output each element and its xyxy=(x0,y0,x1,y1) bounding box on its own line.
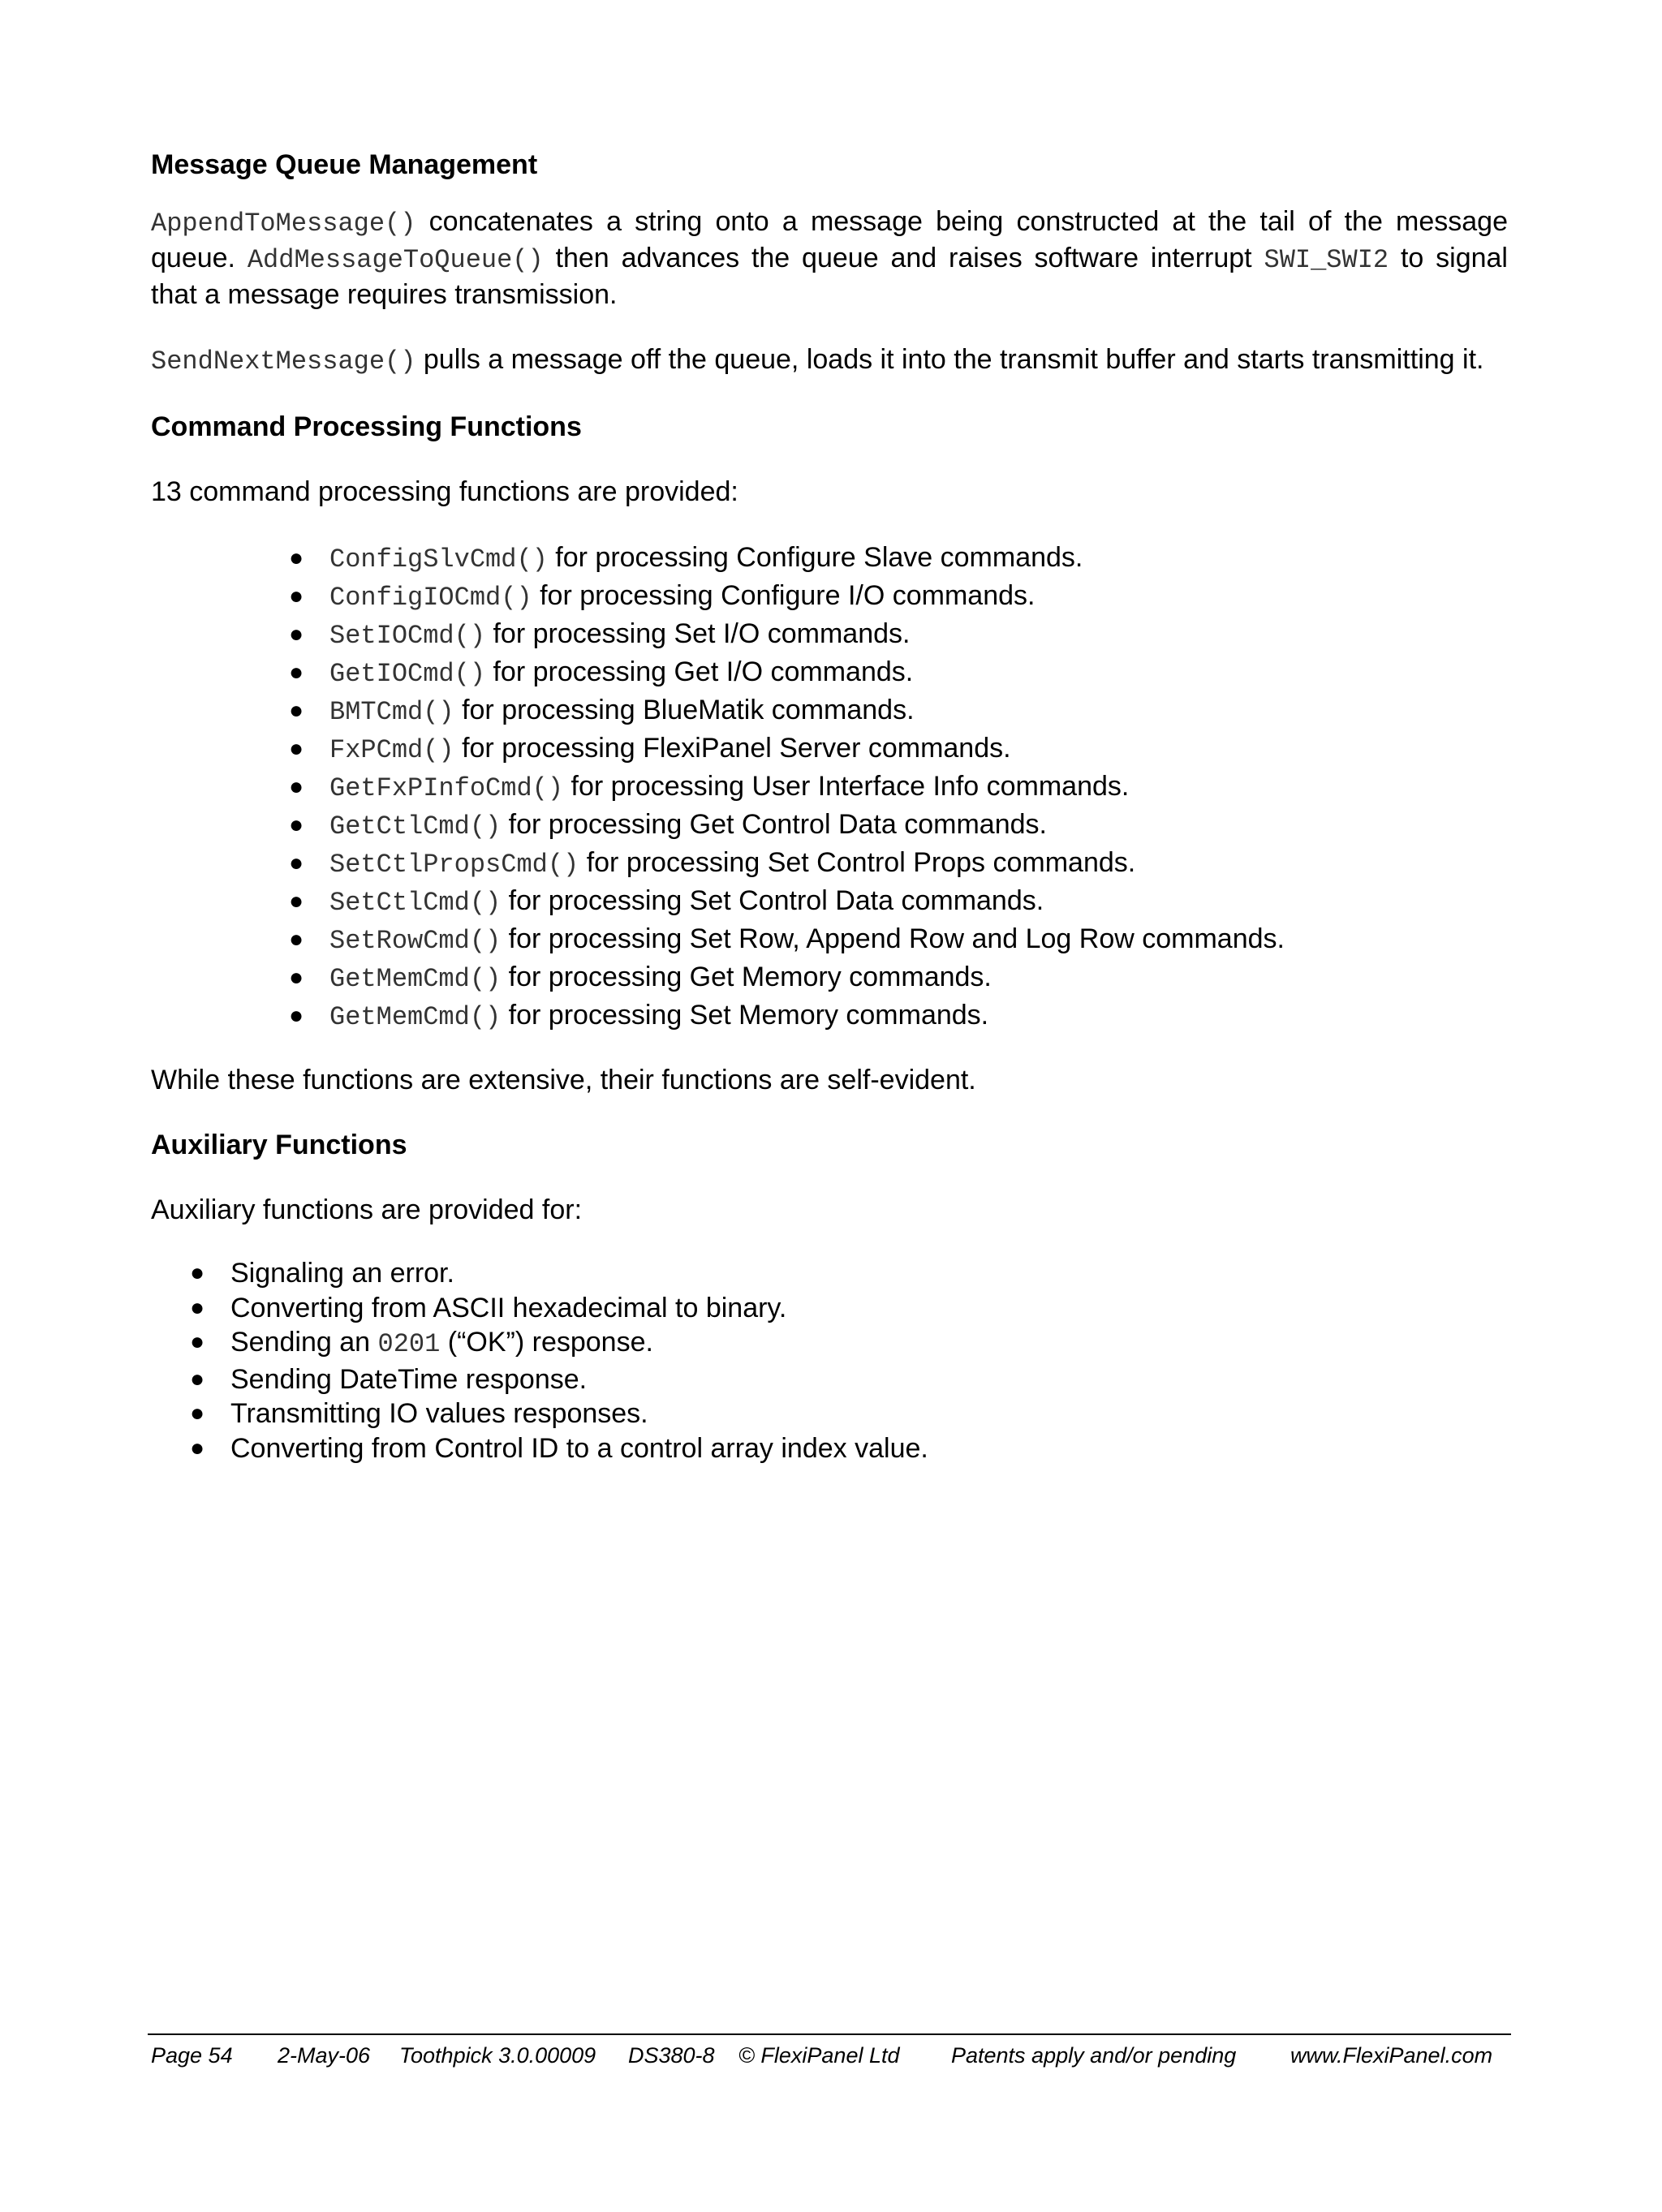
list-item xyxy=(190,1396,1508,1431)
list-item xyxy=(289,654,1508,692)
function-name: GetMemCmd() xyxy=(329,964,502,994)
function-name: GetCtlCmd() xyxy=(329,811,502,841)
list-item xyxy=(289,845,1508,883)
function-description: for processing BlueMatik commands. xyxy=(454,695,915,725)
item-text: Sending DateTime response. xyxy=(230,1363,588,1395)
list-item xyxy=(289,768,1508,807)
bullet-icon: ● xyxy=(289,621,304,648)
bullet-icon: ● xyxy=(289,659,304,686)
bullet-icon: ● xyxy=(190,1400,205,1427)
function-name: SetCtlCmd() xyxy=(329,888,502,918)
footer-patents: Patents apply and/or pending xyxy=(951,2043,1237,2068)
function-name: FxPCmd() xyxy=(329,735,454,765)
bullet-icon: ● xyxy=(289,544,304,571)
list-item xyxy=(190,1325,1508,1362)
function-name: GetIOCmd() xyxy=(329,659,486,689)
code-add-message-to-queue: AddMessageToQueue() xyxy=(247,245,544,275)
bullet-icon: ● xyxy=(289,850,304,876)
function-description: for processing Configure I/O commands. xyxy=(532,580,1036,611)
paragraph-send-next-message: SendNextMessage() pulls a message off the queue, loads it into the transmit buffer and starts transmitting it. xyxy=(151,344,1484,377)
bullet-icon: ● xyxy=(289,1002,304,1029)
item-code: 0201 xyxy=(377,1329,441,1359)
function-description: for processing Configure Slave commands. xyxy=(547,542,1083,573)
function-description: for processing FlexiPanel Server commands. xyxy=(454,733,1011,764)
function-name: BMTCmd() xyxy=(329,697,454,727)
footer-website: www.FlexiPanel.com xyxy=(1290,2043,1493,2068)
function-description: for processing Get I/O commands. xyxy=(485,656,914,687)
bullet-icon: ● xyxy=(289,735,304,762)
page-content xyxy=(151,148,1508,1465)
function-name: GetFxPInfoCmd() xyxy=(329,773,564,803)
list-item xyxy=(289,959,1508,997)
footer-divider xyxy=(148,2033,1511,2035)
list-item xyxy=(190,1431,1508,1466)
list-item xyxy=(190,1256,1508,1291)
function-name: GetMemCmd() xyxy=(329,1002,502,1032)
list-item xyxy=(289,540,1508,578)
heading-auxiliary-functions: Auxiliary Functions xyxy=(151,1130,407,1160)
bullet-icon: ● xyxy=(190,1365,205,1392)
bullet-icon: ● xyxy=(289,583,304,609)
list-item xyxy=(190,1291,1508,1326)
auxiliary-intro: Auxiliary functions are provided for: xyxy=(151,1194,583,1225)
command-function-list xyxy=(289,540,1508,1035)
heading-command-processing: Command Processing Functions xyxy=(151,411,582,442)
footer-doc-id: DS380-8 xyxy=(628,2043,715,2068)
item-text: Converting from ASCII hexadecimal to binary. xyxy=(230,1292,787,1323)
code-swi-swi2: SWI_SWI2 xyxy=(1264,245,1389,275)
footer-product: Toothpick 3.0.00009 xyxy=(399,2043,596,2068)
bullet-icon: ● xyxy=(289,926,304,953)
bullet-icon: ● xyxy=(289,888,304,914)
function-description: for processing Set I/O commands. xyxy=(485,618,911,649)
bullet-icon: ● xyxy=(190,1434,205,1461)
bullet-icon: ● xyxy=(289,697,304,724)
list-item xyxy=(289,883,1508,921)
command-intro: 13 command processing functions are provided: xyxy=(151,476,738,507)
function-description: for processing Set Control Props commands. xyxy=(579,847,1136,878)
list-item xyxy=(190,1362,1508,1397)
auxiliary-function-list xyxy=(190,1256,1508,1465)
list-item xyxy=(289,692,1508,730)
footer-date: 2-May-06 xyxy=(278,2043,371,2068)
function-description: for processing Set Control Data commands. xyxy=(501,885,1044,916)
bullet-icon: ● xyxy=(289,811,304,838)
list-item xyxy=(289,807,1508,845)
item-text-post: (“OK”) response. xyxy=(440,1327,653,1358)
footer-copyright: © FlexiPanel Ltd xyxy=(738,2043,900,2068)
function-name: SetRowCmd() xyxy=(329,926,502,956)
function-name: SetCtlPropsCmd() xyxy=(329,850,579,880)
list-item xyxy=(289,921,1508,959)
code-send-next-message: SendNextMessage() xyxy=(151,346,416,377)
item-text: Signaling an error. xyxy=(230,1258,454,1289)
list-item xyxy=(289,997,1508,1035)
bullet-icon: ● xyxy=(289,964,304,991)
heading-message-queue: Message Queue Management xyxy=(151,149,538,180)
function-description: for processing Get Control Data commands. xyxy=(501,809,1047,840)
bullet-icon: ● xyxy=(289,773,304,800)
footer-page-number: Page 54 xyxy=(151,2043,233,2068)
function-name: ConfigSlvCmd() xyxy=(329,544,548,575)
item-text-pre: Sending an xyxy=(230,1327,378,1358)
code-append-to-message: AppendToMessage() xyxy=(151,209,416,239)
list-item xyxy=(289,616,1508,654)
bullet-icon: ● xyxy=(190,1328,205,1355)
list-item xyxy=(289,730,1508,768)
paragraph-append-message: AppendToMessage() concatenates a string onto a message being constructed at the tail of the message queue. AddMessageToQueue() then advances the queue and raises software interrupt SWI_SWI2 to signal that a message requires transmission. xyxy=(151,206,1508,310)
item-text: Transmitting IO values responses. xyxy=(230,1398,648,1429)
command-outro: While these functions are extensive, their functions are self-evident. xyxy=(151,1065,976,1095)
bullet-icon: ● xyxy=(190,1259,205,1286)
item-text: Converting from Control ID to a control array index value. xyxy=(230,1432,928,1464)
function-name: ConfigIOCmd() xyxy=(329,583,532,613)
function-name: SetIOCmd() xyxy=(329,621,486,651)
function-description: for processing User Interface Info commands. xyxy=(563,771,1130,802)
list-item xyxy=(289,578,1508,616)
function-description: for processing Get Memory commands. xyxy=(501,962,992,992)
function-description: for processing Set Row, Append Row and Log Row commands. xyxy=(501,923,1285,954)
bullet-icon: ● xyxy=(190,1293,205,1321)
function-description: for processing Set Memory commands. xyxy=(501,1000,989,1031)
